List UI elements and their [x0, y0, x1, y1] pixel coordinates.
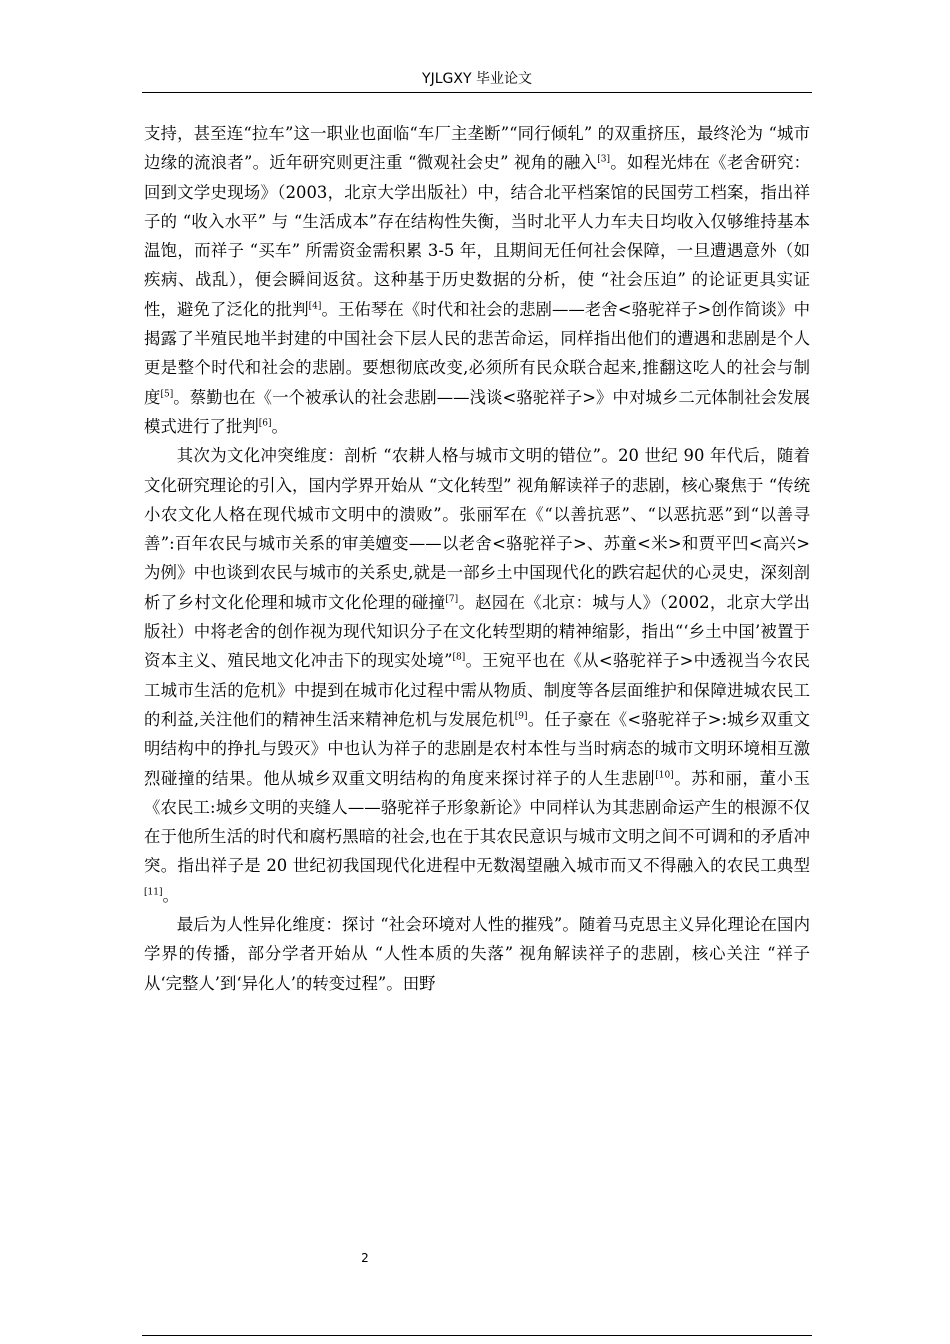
text-run: 。王宛平也在《从<骆驼祥子>中透视当今农民工城市生活的危机》中提到在城市化过程中需从物质、制度等各层面维护和保障进城农民工的利益,关注他们的精神生活来精神危机与发展危机: [144, 651, 810, 729]
page-header: YJLGXY 毕业论文: [422, 71, 532, 87]
text-run: 。: [271, 416, 288, 436]
citation-ref: [7]: [445, 594, 459, 605]
citation-ref: [5]: [160, 389, 174, 400]
footer-divider: [142, 1335, 812, 1336]
text-run: 。蔡勤也在《一个被承认的社会悲剧——浅谈<骆驼祥子>》中对城乡二元体制社会发展模式进行了批判: [144, 387, 810, 436]
paragraph: [144, 910, 810, 998]
text-run: 。任子豪在《<骆驼祥子>:城乡双重文明结构中的挣扎与毁灭》中也认为祥子的悲剧是农村本性与当时病态的城市文明环境相互激烈碰撞的结果。他从城乡双重文明结构的角度来探讨祥子的人生悲剧: [144, 709, 810, 788]
citation-ref: [9]: [514, 711, 528, 722]
body-text: [144, 119, 810, 998]
text-run: 。苏和丽，董小玉《农民工:城乡文明的夹缝人——骆驼祥子形象新论》中同样认为其悲剧命运产生的根源不仅在于他所生活的时代和腐朽黑暗的社会,也在于其农民意识与城市文明之间不可调和的矛盾冲突。指出祥子是 20 世纪初我国现代化进程中无数渴望融入城市而又不得融入的农民工典型: [144, 768, 811, 876]
paragraph: [144, 119, 810, 441]
citation-ref: [11]: [144, 887, 163, 898]
paragraph: [144, 441, 810, 910]
text-run: 其次为文化冲突维度：剖析 “农耕人格与城市文明的错位”。20 世纪 90 年代后，随着文化研究理论的引入，国内学界开始从 “文化转型” 视角解读祥子的悲剧，核心聚焦于 “传统小农文化人格在现代城市文明中的溃败”。张丽军在《“以善抗恶”、“以恶抗恶”到“以善寻善”:百年农民与城市关系的审美嬗变——以老舍<骆驼祥子>、苏童<米>和贾平凹<高兴>为例》中也谈到农民与城市的关系史,就是一部乡土中国现代化的跌宕起伏的心灵史，深刻剖析了乡村文化伦理和城市文化伦理的碰撞: [144, 446, 810, 612]
citation-ref: [8]: [452, 652, 466, 663]
citation-ref: [6]: [258, 418, 272, 429]
text-run: 支持，甚至连“拉车”这一职业也面临“车厂主垄断”“同行倾轧” 的双重挤压，最终沦为 “城市边缘的流浪者”。近年研究则更注重 “微观社会史” 视角的融入: [144, 124, 810, 173]
citation-ref: [4]: [308, 301, 322, 312]
text-run: 最后为人性异化维度：探讨 “社会环境对人性的摧残”。随着马克思主义异化理论在国内学界的传播，部分学者开始从 “人性本质的失落” 视角解读祥子的悲剧，核心关注 “祥子从‘完整人’到‘异化人’的转变过程”。田野: [144, 915, 810, 993]
citation-ref: [3]: [597, 154, 611, 165]
text-run: 。如程光炜在《老舍研究：回到文学史现场》（2003，北京大学出版社）中，结合北平档案馆的民国劳工档案，指出祥子的 “收入水平” 与 “生活成本”存在结构性失衡，当时北平人力车夫日均收入仅够维持基本温饱，而祥子 “买车” 所需资金需积累 3-5 年，且期间无任何社会保障，一旦遭遇意外（如疾病、战乱），便会瞬间返贫。这种基于历史数据的分析，使 “社会压迫” 的论证更具实证性，避免了泛化的批判: [144, 153, 811, 319]
page-number: 2: [361, 1251, 369, 1265]
text-run: 。王佑琴在《时代和社会的悲剧——老舍<骆驼祥子>创作简谈》中揭露了半殖民地半封建的中国社会下层人民的悲苦命运，同样指出他们的遭遇和悲剧是个人更是整个时代和社会的悲剧。要想彻底改变,必须所有民众联合起来,推翻这吃人的社会与制度: [144, 299, 811, 407]
header-divider: [142, 92, 812, 93]
text-run: 。: [162, 885, 179, 905]
citation-ref: [10]: [655, 770, 674, 781]
text-run: 。赵园在《北京：城与人》（2002，北京大学出版社）中将老舍的创作视为现代知识分子在文化转型期的精神缩影，指出“‘乡土中国’被置于资本主义、殖民地文化冲击下的现实处境”: [144, 592, 811, 671]
